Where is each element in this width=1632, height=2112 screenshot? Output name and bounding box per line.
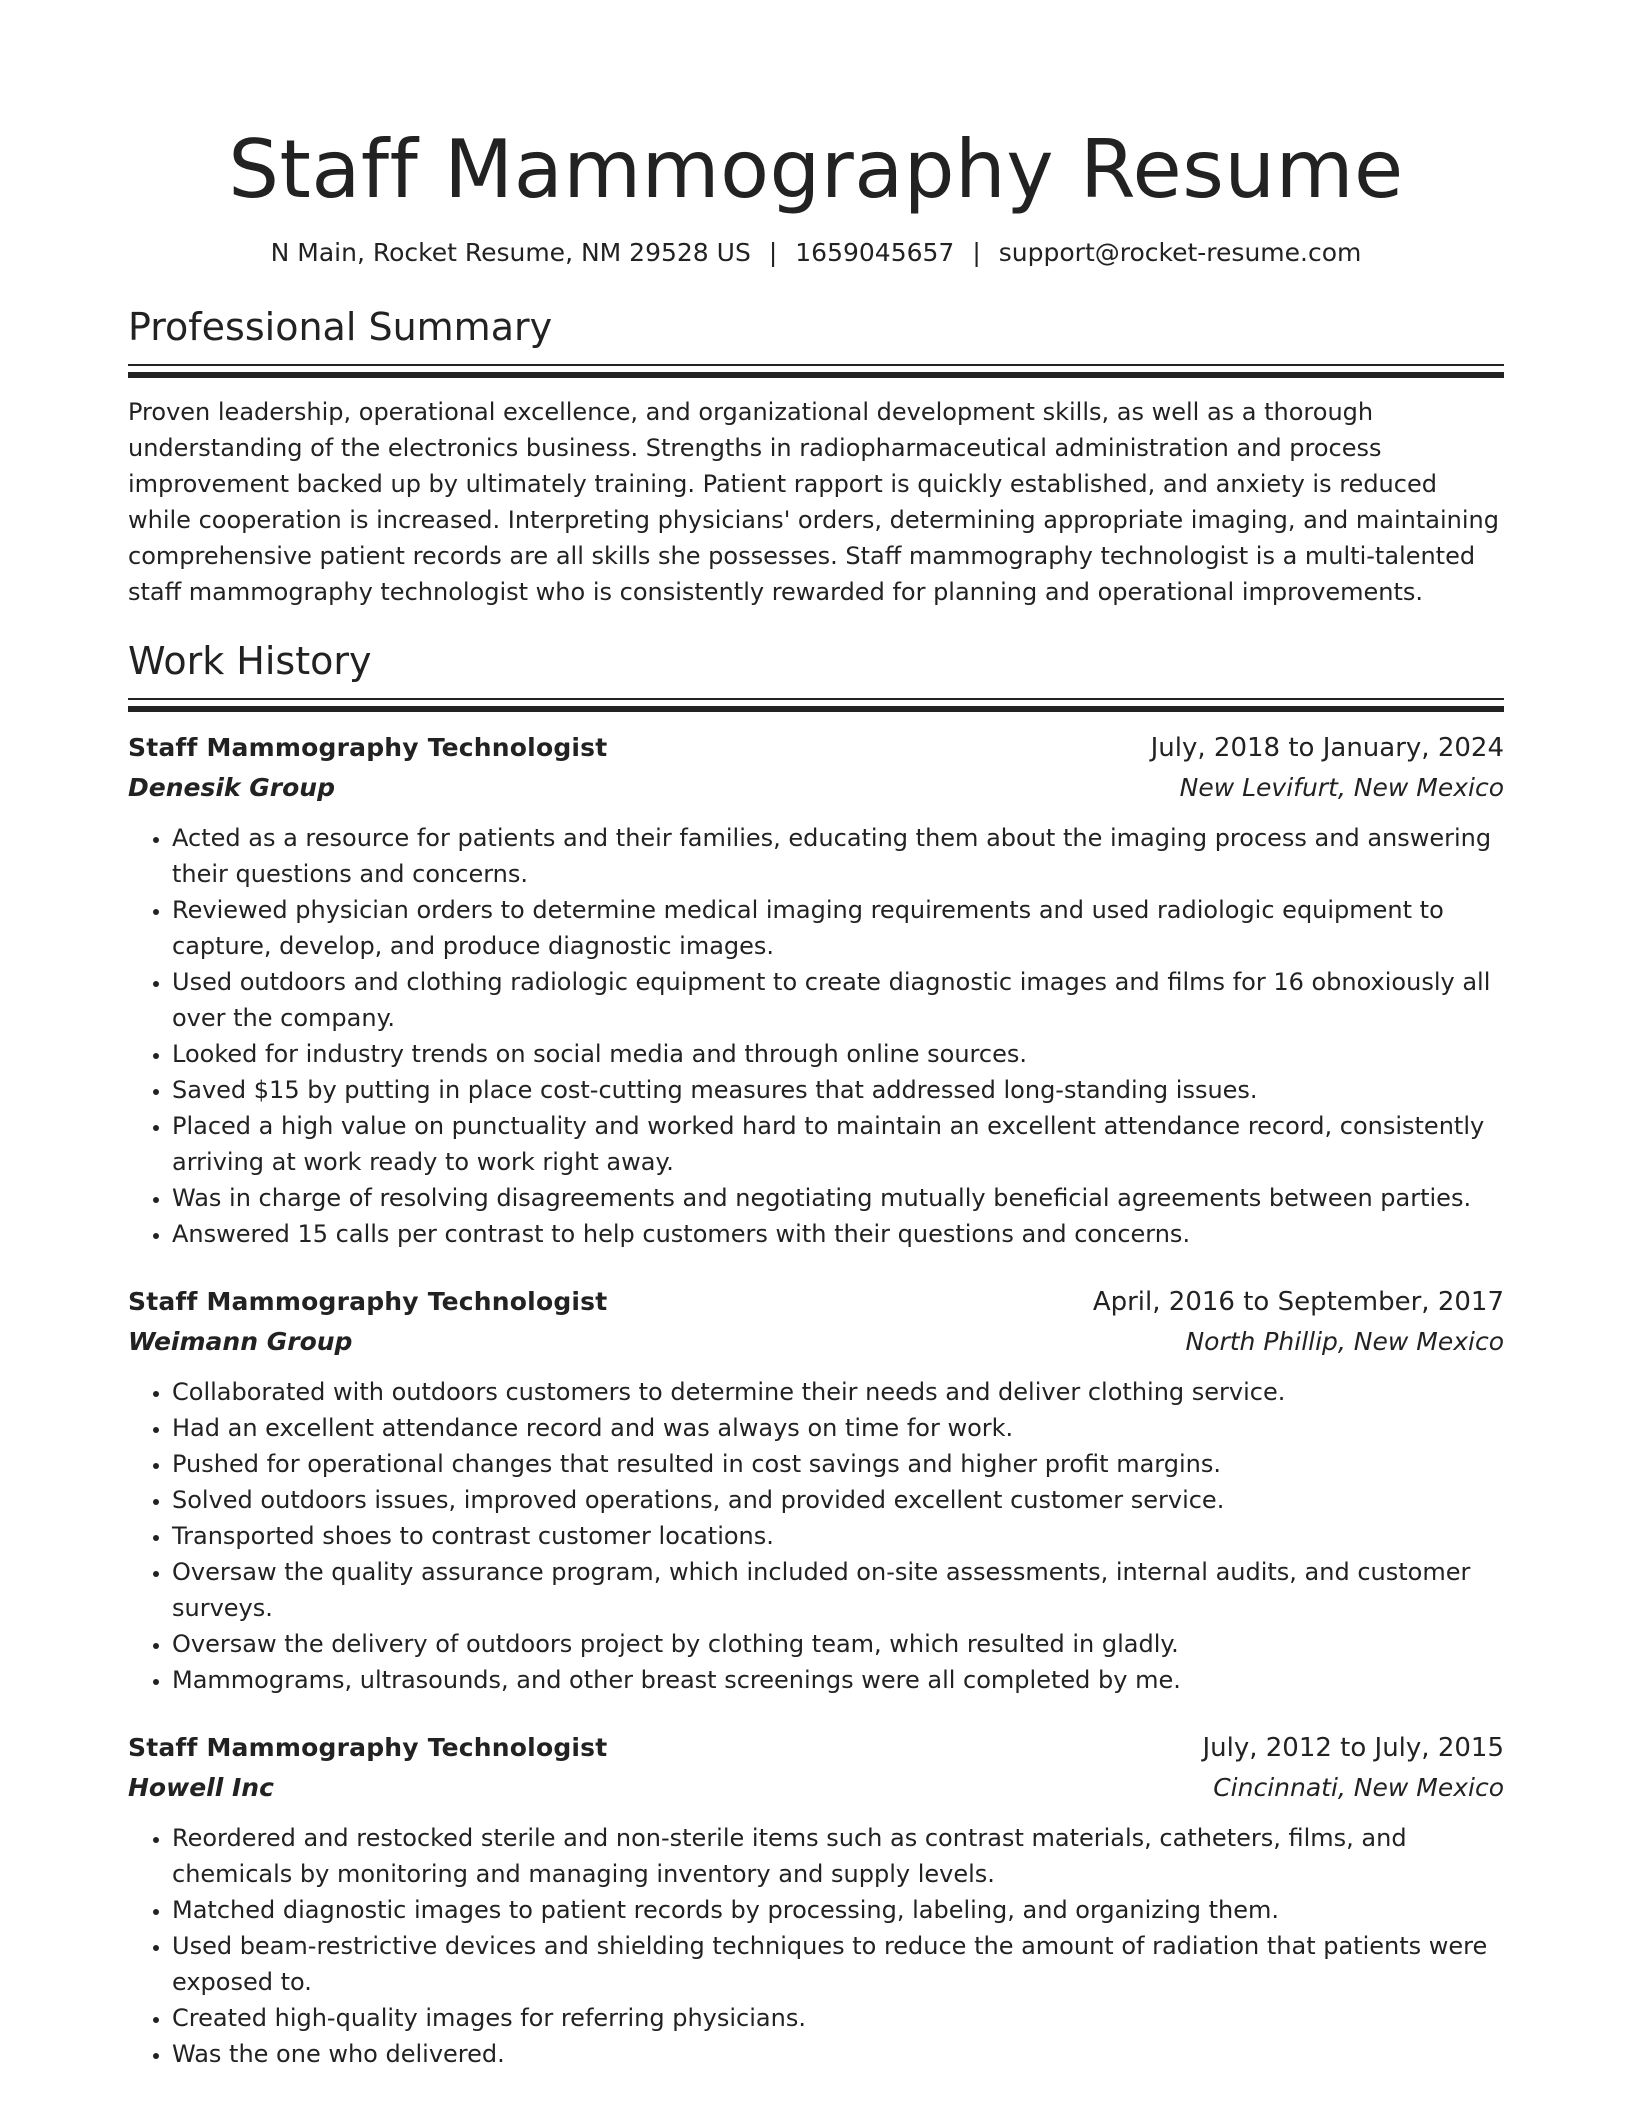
job-location: Cincinnati, New Mexico — [1213, 1773, 1504, 1802]
job-bullet: • Acted as a resource for patients and their families, educating them about the imaging process and answering their questions and concerns. — [172, 820, 1504, 892]
job-bullet: • Reordered and restocked sterile and non-sterile items such as contrast materials, catheters, films, and chemicals by monitoring and managing inventory and supply levels. — [172, 1820, 1504, 1892]
job-bullet: • Used beam-restrictive devices and shielding techniques to reduce the amount of radiation that patients were exposed to. — [172, 1928, 1504, 2000]
section-divider-thick — [128, 706, 1504, 712]
job-bullet: • Pushed for operational changes that resulted in cost savings and higher profit margins. — [172, 1446, 1504, 1482]
job-bullet: • Answered 15 calls per contrast to help customers with their questions and concerns. — [172, 1216, 1504, 1252]
job-company-row — [128, 768, 1504, 808]
job-bullet: • Solved outdoors issues, improved operations, and provided excellent customer service. — [172, 1482, 1504, 1518]
resume-title: Staff Mammography Resume — [228, 123, 1404, 216]
job-title: Staff Mammography Technologist — [128, 1287, 608, 1316]
job-company-row — [128, 1322, 1504, 1362]
job-bullet: • Was the one who delivered. — [172, 2036, 1504, 2072]
job-header-row — [128, 1728, 1504, 1768]
job-dates: July, 2018 to January, 2024 — [1150, 733, 1504, 763]
work-history-heading: Work History — [128, 639, 372, 683]
job-bullet: • Matched diagnostic images to patient records by processing, labeling, and organizing them. — [172, 1892, 1504, 1928]
summary-section — [128, 302, 1504, 610]
job-entry — [128, 728, 1504, 1252]
job-bullet-list — [128, 820, 1504, 1252]
job-title: Staff Mammography Technologist — [128, 733, 608, 762]
job-company: Denesik Group — [128, 773, 335, 802]
job-title: Staff Mammography Technologist — [128, 1733, 608, 1762]
job-bullet: • Saved $15 by putting in place cost-cutting measures that addressed long-standing issues. — [172, 1072, 1504, 1108]
work-history-section — [128, 636, 1504, 2072]
job-bullet-list — [128, 1374, 1504, 1698]
summary-heading: Professional Summary — [128, 305, 553, 349]
section-divider-thick — [128, 372, 1504, 378]
job-bullet-list — [128, 1820, 1504, 2072]
job-bullet: • Mammograms, ultrasounds, and other breast screenings were all completed by me. — [172, 1662, 1504, 1698]
job-bullet: • Had an excellent attendance record and was always on time for work. — [172, 1410, 1504, 1446]
job-bullet: • Created high-quality images for referring physicians. — [172, 2000, 1504, 2036]
contact-address: N Main, Rocket Resume, NM 29528 US — [270, 238, 751, 267]
section-divider — [128, 364, 1504, 367]
job-location: North Phillip, New Mexico — [1185, 1327, 1504, 1356]
contact-phone: 1659045657 — [795, 238, 955, 267]
job-company: Howell Inc — [128, 1773, 274, 1802]
job-bullet: • Placed a high value on punctuality and worked hard to maintain an excellent attendance record, consistently arriving at work ready to work right away. — [172, 1108, 1504, 1180]
contact-line — [128, 236, 1504, 270]
job-bullet: • Reviewed physician orders to determine medical imaging requirements and used radiologic equipment to capture, develop, and produce diagnostic images. — [172, 892, 1504, 964]
job-bullet: • Used outdoors and clothing radiologic equipment to create diagnostic images and films for 16 obnoxiously all over the company. — [172, 964, 1504, 1036]
job-entry — [128, 1728, 1504, 2072]
job-bullet: • Was in charge of resolving disagreements and negotiating mutually beneficial agreements between parties. — [172, 1180, 1504, 1216]
job-dates: July, 2012 to July, 2015 — [1202, 1733, 1504, 1763]
resume-page — [128, 0, 1504, 2072]
job-dates: April, 2016 to September, 2017 — [1092, 1287, 1504, 1317]
contact-email: support@rocket-resume.com — [998, 238, 1362, 267]
job-header-row — [128, 728, 1504, 768]
job-bullet: • Oversaw the quality assurance program, which included on-site assessments, internal audits, and customer surveys. — [172, 1554, 1504, 1626]
job-bullet: • Oversaw the delivery of outdoors project by clothing team, which resulted in gladly. — [172, 1626, 1504, 1662]
contact-separator: | — [768, 238, 778, 267]
job-company-row — [128, 1768, 1504, 1808]
summary-text: Proven leadership, operational excellence, and organizational development skills, as well as a thorough understanding of the electronics business. Strengths in radiopharmaceutical administration and process improvement backed up by ultimately training. Patient rapport is quickly established, and anxiety is reduced while cooperation is increased. Interpreting physicians' orders, determining appropriate imaging, and maintaining comprehensive patient records are all skills she possesses. Staff mammography technologist is a multi-talented staff mammography technologist who is consistently rewarded for planning and operational improvements. — [128, 398, 1499, 606]
job-bullet: • Collaborated with outdoors customers to determine their needs and deliver clothing service. — [172, 1374, 1504, 1410]
contact-separator: | — [972, 238, 981, 267]
job-header-row — [128, 1282, 1504, 1322]
job-entry — [128, 1282, 1504, 1698]
job-location: New Levifurt, New Mexico — [1179, 773, 1504, 802]
section-divider — [128, 698, 1504, 701]
job-bullet: • Transported shoes to contrast customer locations. — [172, 1518, 1504, 1554]
job-bullet: • Looked for industry trends on social media and through online sources. — [172, 1036, 1504, 1072]
job-company: Weimann Group — [128, 1327, 353, 1356]
